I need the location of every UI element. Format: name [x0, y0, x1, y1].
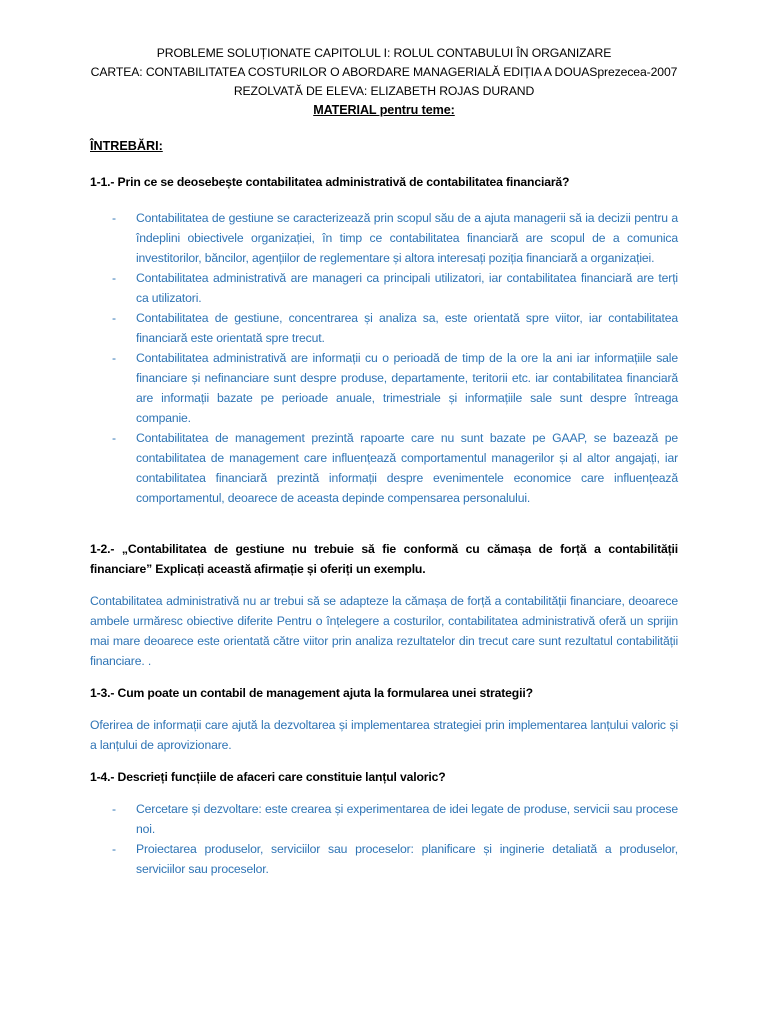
header-line-chapter: PROBLEME SOLUȚIONATE CAPITOLUL I: ROLUL CONTABULUI ÎN ORGANIZARE [156, 46, 612, 60]
bullet-dash: - [112, 271, 116, 285]
question-1-1-title: 1-1.- Prin ce se deosebește contabilitatea administrativă de contabilitatea financiară? [90, 175, 570, 189]
question-1-4-answer-list [90, 799, 678, 879]
answer-bullet: - Contabilitatea administrativă are informații cu o perioadă de timp de la ore la ani iar informațiile sale financiare și nefinanciare sunt despre produse, departamente, teritorii etc. iar contabilitatea financiară are informații bazate pe perioade anuale, trimestriale și informațiile sale sunt despre întreaga companie. [90, 348, 678, 428]
bullet-dash: - [112, 842, 116, 856]
bullet-dash: - [112, 211, 116, 225]
question-1-2-title: 1-2.- „Contabilitatea de gestiune nu trebuie să fie conformă cu cămașa de forță a contabilității financiare” Explicați această afirmație și oferiți un exemplu. [90, 542, 678, 576]
bullet-dash: - [112, 802, 116, 816]
answer-bullet: - Proiectarea produselor, serviciilor sau proceselor: planificare și inginerie detaliată a produselor, serviciilor sau proceselor. [90, 839, 678, 879]
question-1-2-answer: Contabilitatea administrativă nu ar trebui să se adapteze la cămașa de forță a contabilității financiare, deoarece ambele urmăresc obiective diferite Pentru o înțelegere a costurilor, contabilitatea administrativă oferă un sprijin mai mare deoarece este orientată către viitor prin analiza rezultatelor din trecut care sunt rezultatul contabilității financiare. . [90, 594, 678, 668]
answer-bullet: - Cercetare și dezvoltare: este crearea și experimentarea de idei legate de produse, servicii sau procese noi. [90, 799, 678, 839]
answer-bullet: - Contabilitatea administrativă are manageri ca principali utilizatori, iar contabilitatea financiară are terți ca utilizatori. [90, 268, 678, 308]
header-material-title: MATERIAL pentru teme: [313, 103, 455, 117]
bullet-dash: - [112, 431, 116, 445]
header-line-author: REZOLVATĂ DE ELEVA: ELIZABETH ROJAS DURAND [233, 84, 535, 98]
header-line-book: CARTEA: CONTABILITATEA COSTURILOR O ABORDARE MANAGERIALĂ EDIȚIA A DOUASprezecea-2007 [90, 65, 678, 79]
answer-bullet: - Contabilitatea de gestiune, concentrarea și analiza sa, este orientată spre viitor, iar contabilitatea financiară este orientată spre trecut. [90, 308, 678, 348]
section-title-questions: ÎNTREBĂRI: [90, 139, 163, 153]
document-header [90, 44, 678, 120]
answer-bullet: - Contabilitatea de management prezintă rapoarte care nu sunt bazate pe GAAP, se bazează pe contabilitatea de management care influențează comportamentul managerilor și al altor angajați, iar contabilitatea financiară prezintă informații despre evenimentele economice care influențează comportamentul, deoarece de aceasta depinde compensarea personalului. [90, 428, 678, 508]
question-1-3-title: 1-3.- Cum poate un contabil de management ajuta la formularea unei strategii? [90, 686, 533, 700]
answer-bullet: - Contabilitatea de gestiune se caracterizează prin scopul său de a ajuta managerii să ia decizii pentru a îndeplini obiectivele organizației, în timp ce contabilitatea financiară are scopul de a comunica investitorilor, băncilor, agențiilor de reglementare și altora interesați poziția financiară a organizației. [90, 208, 678, 268]
bullet-dash: - [112, 311, 116, 325]
question-1-1-answer-list [90, 208, 678, 508]
question-1-4-title: 1-4.- Descrieți funcțiile de afaceri care constituie lanțul valoric? [90, 770, 446, 784]
bullet-dash: - [112, 351, 116, 365]
question-1-3-answer: Oferirea de informații care ajută la dezvoltarea și implementarea strategiei prin implementarea lanțului valoric și a lanțului de aprovizionare. [90, 718, 678, 752]
